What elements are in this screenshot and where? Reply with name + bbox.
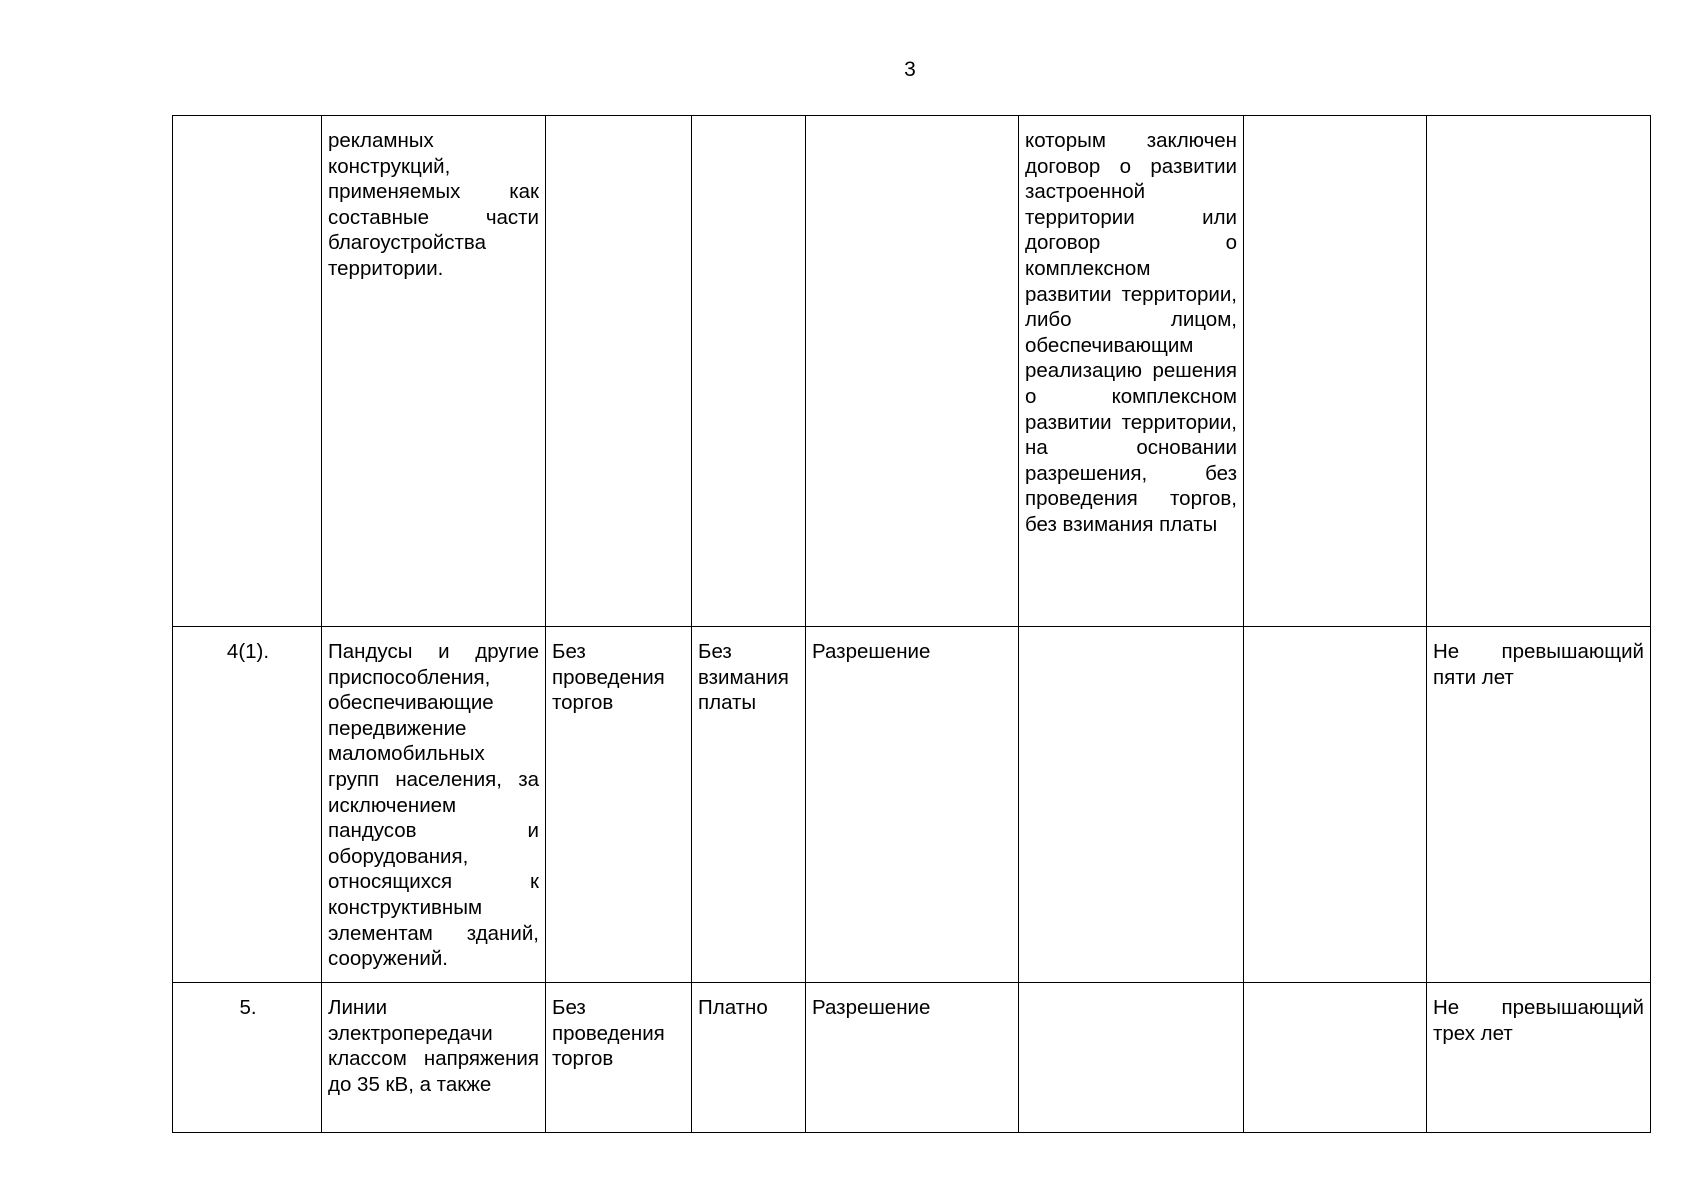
basis-cell: Разрешение <box>806 983 1019 1133</box>
method-cell: Без проведения торгов <box>546 627 692 983</box>
recipient-cell: которым заключен договор о развитии застроенной территории или договор о комплексном развитии территории, либо лицом, обеспечивающим реализацию решения о комплексном развитии территории, на основании разрешения, без проведения торгов, без взимания платы <box>1019 116 1244 627</box>
object-cell: рекламных конструкций, применяемых как составные части благоустройства территории. <box>322 116 546 627</box>
table-row <box>173 983 1651 1133</box>
object-cell: Линии электропередачи классом напряжения до 35 кВ, а также <box>322 983 546 1133</box>
column-7-cell <box>1244 627 1427 983</box>
column-7-cell <box>1244 983 1427 1133</box>
recipient-cell <box>1019 627 1244 983</box>
basis-cell <box>806 116 1019 627</box>
recipient-cell <box>1019 983 1244 1133</box>
term-cell: Не превышающий трех лет <box>1427 983 1651 1133</box>
object-cell: Пандусы и другие приспособления, обеспечивающие передвижение маломобильных групп населения, за исключением пандусов и оборудования, относящихся к конструктивным элементам зданий, сооружений. <box>322 627 546 983</box>
payment-cell: Платно <box>692 983 806 1133</box>
method-cell <box>546 116 692 627</box>
column-7-cell <box>1244 116 1427 627</box>
method-cell: Без проведения торгов <box>546 983 692 1133</box>
row-number-cell <box>173 116 322 627</box>
row-number-cell: 5. <box>173 983 322 1133</box>
payment-cell: Без взимания платы <box>692 627 806 983</box>
term-cell <box>1427 116 1651 627</box>
page-number: 3 <box>904 58 916 81</box>
term-cell: Не превышающий пяти лет <box>1427 627 1651 983</box>
table-row <box>173 116 1651 627</box>
table-row <box>173 627 1651 983</box>
payment-cell <box>692 116 806 627</box>
row-number-cell: 4(1). <box>173 627 322 983</box>
document-table <box>172 115 1651 1133</box>
basis-cell: Разрешение <box>806 627 1019 983</box>
